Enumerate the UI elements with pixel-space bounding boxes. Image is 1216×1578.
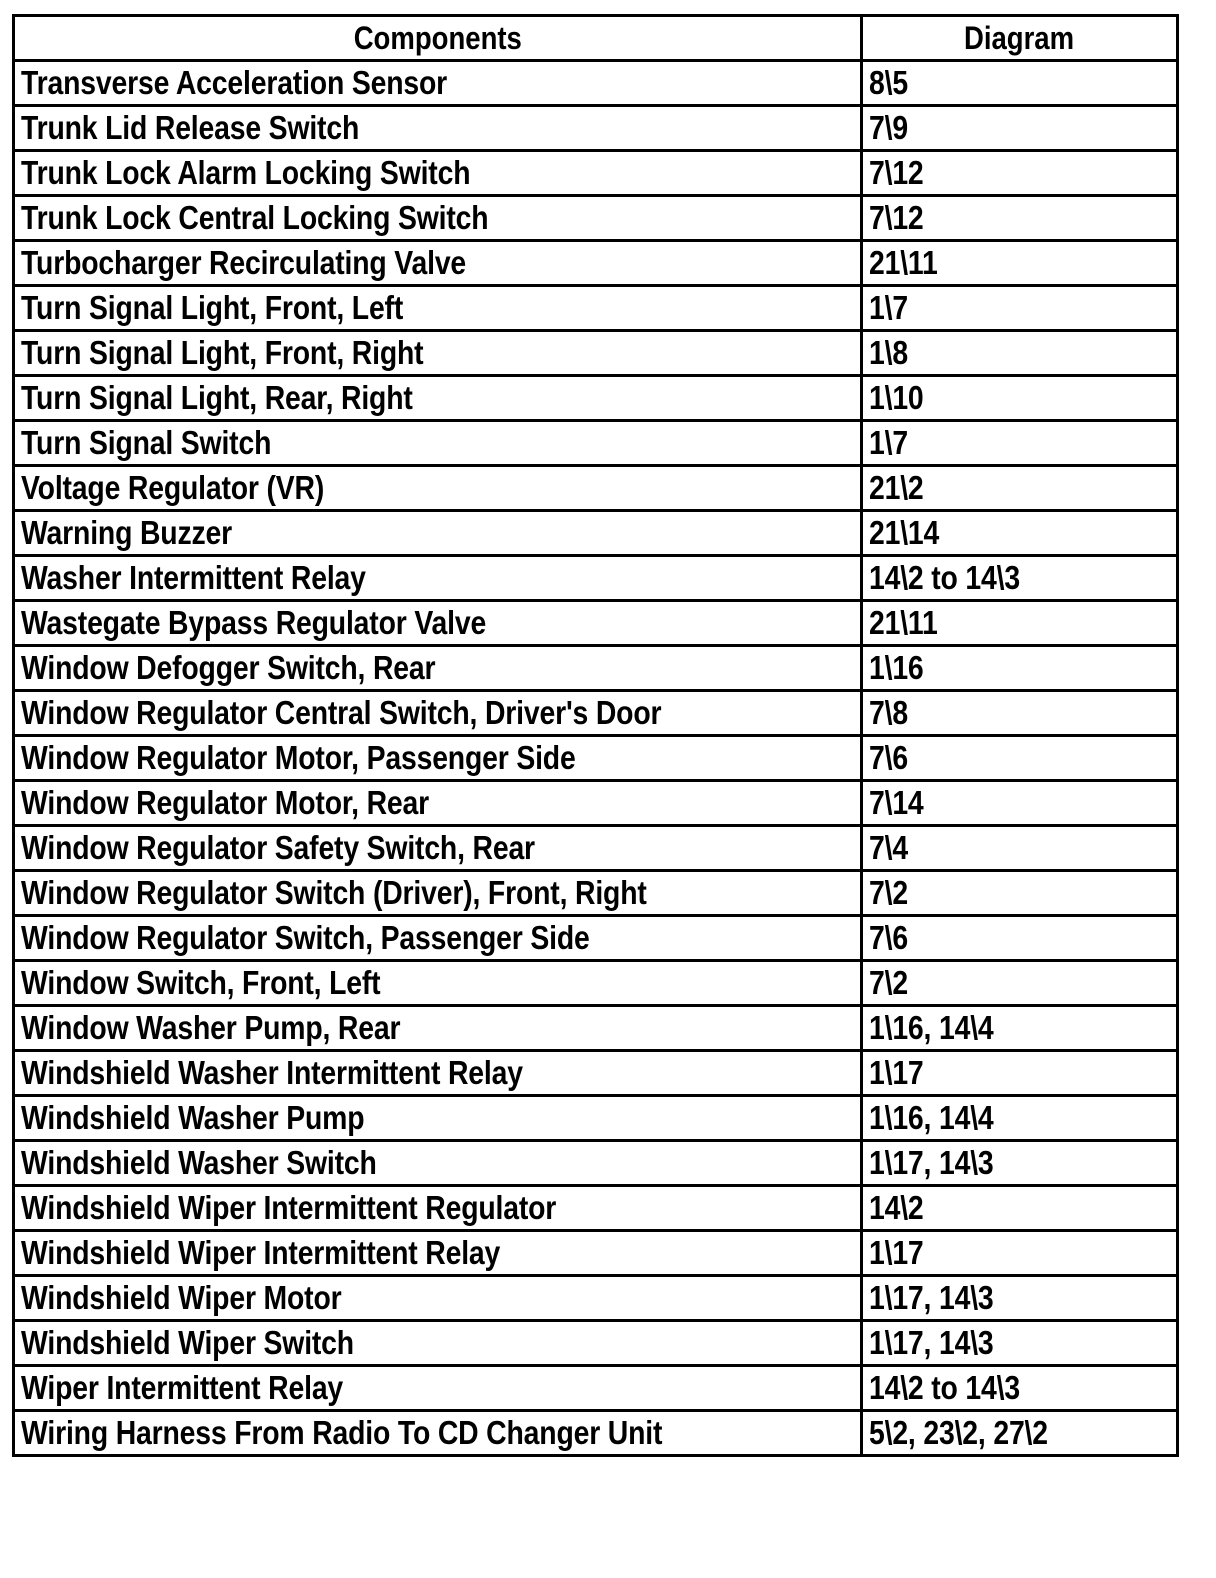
table-row — [14, 106, 1178, 151]
component-name: Window Washer Pump, Rear — [21, 1009, 401, 1046]
component-name: Window Regulator Safety Switch, Rear — [21, 829, 535, 866]
table-row — [14, 196, 1178, 241]
diagram-reference: 1\16, 14\4 — [869, 1009, 994, 1046]
table-row — [14, 1411, 1178, 1456]
component-name: Window Regulator Motor, Rear — [21, 784, 430, 821]
table-row — [14, 286, 1178, 331]
component-name: Windshield Wiper Intermittent Regulator — [21, 1189, 557, 1226]
diagram-reference: 7\12 — [869, 199, 924, 236]
component-cell — [14, 916, 862, 961]
table-row — [14, 1051, 1178, 1096]
diagram-cell — [862, 421, 1178, 466]
component-name: Window Regulator Central Switch, Driver's Door — [21, 694, 662, 731]
component-name: Wiper Intermittent Relay — [21, 1369, 344, 1406]
header-diagram-label: Diagram — [964, 20, 1075, 56]
table-row — [14, 691, 1178, 736]
diagram-cell — [862, 1141, 1178, 1186]
component-name: Washer Intermittent Relay — [21, 559, 366, 596]
component-cell — [14, 421, 862, 466]
component-name: Windshield Wiper Switch — [21, 1324, 354, 1361]
table-row — [14, 601, 1178, 646]
header-row — [14, 16, 1178, 61]
component-diagram-table — [12, 14, 1179, 1457]
diagram-cell — [862, 781, 1178, 826]
diagram-reference: 7\2 — [869, 964, 908, 1001]
diagram-reference: 21\11 — [869, 244, 938, 281]
component-name: Wastegate Bypass Regulator Valve — [21, 604, 487, 641]
table-row — [14, 1006, 1178, 1051]
component-cell — [14, 1366, 862, 1411]
component-name: Windshield Washer Intermittent Relay — [21, 1054, 523, 1091]
diagram-reference: 1\17, 14\3 — [869, 1279, 994, 1316]
diagram-cell — [862, 286, 1178, 331]
diagram-cell — [862, 556, 1178, 601]
diagram-cell — [862, 826, 1178, 871]
component-cell — [14, 286, 862, 331]
diagram-cell — [862, 511, 1178, 556]
component-name: Turn Signal Light, Rear, Right — [21, 379, 413, 416]
diagram-reference: 1\17, 14\3 — [869, 1324, 994, 1361]
diagram-cell — [862, 1276, 1178, 1321]
component-cell — [14, 331, 862, 376]
component-cell — [14, 1186, 862, 1231]
component-cell — [14, 691, 862, 736]
component-name: Turn Signal Switch — [21, 424, 272, 461]
component-name: Transverse Acceleration Sensor — [21, 64, 448, 101]
component-cell — [14, 466, 862, 511]
diagram-cell — [862, 331, 1178, 376]
component-name: Turn Signal Light, Front, Right — [21, 334, 424, 371]
table-row — [14, 421, 1178, 466]
component-cell — [14, 151, 862, 196]
table-row — [14, 1096, 1178, 1141]
diagram-reference: 7\9 — [869, 109, 908, 146]
component-cell — [14, 196, 862, 241]
table-row — [14, 376, 1178, 421]
header-components-label: Components — [353, 20, 522, 56]
component-cell — [14, 826, 862, 871]
component-name: Turbocharger Recirculating Valve — [21, 244, 467, 281]
diagram-cell — [862, 1231, 1178, 1276]
component-name: Window Regulator Switch (Driver), Front, Right — [21, 874, 647, 911]
diagram-reference: 14\2 to 14\3 — [869, 559, 1020, 596]
table-row — [14, 736, 1178, 781]
component-cell — [14, 1096, 862, 1141]
diagram-reference: 14\2 — [869, 1189, 924, 1226]
diagram-cell — [862, 961, 1178, 1006]
diagram-reference: 21\11 — [869, 604, 938, 641]
diagram-reference: 7\2 — [869, 874, 908, 911]
diagram-reference: 7\6 — [869, 739, 908, 776]
diagram-cell — [862, 646, 1178, 691]
component-name: Turn Signal Light, Front, Left — [21, 289, 404, 326]
diagram-reference: 1\16 — [869, 649, 924, 686]
diagram-reference: 7\4 — [869, 829, 908, 866]
table-row — [14, 466, 1178, 511]
component-name: Voltage Regulator (VR) — [21, 469, 325, 506]
diagram-reference: 7\6 — [869, 919, 908, 956]
diagram-cell — [862, 61, 1178, 106]
component-cell — [14, 106, 862, 151]
diagram-cell — [862, 736, 1178, 781]
component-cell — [14, 1141, 862, 1186]
component-cell — [14, 1276, 862, 1321]
component-cell — [14, 61, 862, 106]
diagram-cell — [862, 151, 1178, 196]
table-row — [14, 646, 1178, 691]
diagram-reference: 5\2, 23\2, 27\2 — [869, 1414, 1048, 1451]
component-cell — [14, 1231, 862, 1276]
component-name: Trunk Lid Release Switch — [21, 109, 360, 146]
diagram-cell — [862, 106, 1178, 151]
component-name: Window Switch, Front, Left — [21, 964, 381, 1001]
component-cell — [14, 646, 862, 691]
component-name: Window Defogger Switch, Rear — [21, 649, 436, 686]
diagram-cell — [862, 1006, 1178, 1051]
component-cell — [14, 1051, 862, 1096]
component-name: Trunk Lock Alarm Locking Switch — [21, 154, 471, 191]
component-cell — [14, 1411, 862, 1456]
component-name: Window Regulator Switch, Passenger Side — [21, 919, 590, 956]
component-cell — [14, 871, 862, 916]
diagram-cell — [862, 1096, 1178, 1141]
diagram-reference: 21\14 — [869, 514, 940, 551]
diagram-cell — [862, 196, 1178, 241]
component-cell — [14, 556, 862, 601]
diagram-cell — [862, 1186, 1178, 1231]
diagram-cell — [862, 1321, 1178, 1366]
diagram-reference: 7\8 — [869, 694, 908, 731]
component-cell — [14, 511, 862, 556]
diagram-cell — [862, 601, 1178, 646]
diagram-cell — [862, 871, 1178, 916]
header-diagram — [862, 16, 1178, 61]
diagram-reference: 7\14 — [869, 784, 924, 821]
diagram-cell — [862, 466, 1178, 511]
table-row — [14, 1321, 1178, 1366]
diagram-cell — [862, 916, 1178, 961]
table-row — [14, 916, 1178, 961]
component-cell — [14, 241, 862, 286]
table-row — [14, 781, 1178, 826]
diagram-reference: 1\17 — [869, 1234, 924, 1271]
component-name: Wiring Harness From Radio To CD Changer Unit — [21, 1414, 663, 1451]
component-name: Windshield Washer Pump — [21, 1099, 365, 1136]
table-row — [14, 556, 1178, 601]
table-row — [14, 1276, 1178, 1321]
table-row — [14, 1141, 1178, 1186]
component-cell — [14, 961, 862, 1006]
component-name: Windshield Washer Switch — [21, 1144, 377, 1181]
diagram-reference: 8\5 — [869, 64, 908, 101]
document-page — [12, 14, 1176, 1457]
diagram-cell — [862, 691, 1178, 736]
diagram-cell — [862, 1051, 1178, 1096]
diagram-reference: 1\8 — [869, 334, 908, 371]
component-name: Warning Buzzer — [21, 514, 232, 551]
component-cell — [14, 1321, 862, 1366]
component-cell — [14, 781, 862, 826]
diagram-reference: 1\7 — [869, 289, 908, 326]
component-name: Windshield Wiper Intermittent Relay — [21, 1234, 501, 1271]
diagram-reference: 7\12 — [869, 154, 924, 191]
header-components — [14, 16, 862, 61]
table-row — [14, 871, 1178, 916]
component-name: Windshield Wiper Motor — [21, 1279, 342, 1316]
table-body — [14, 61, 1178, 1456]
diagram-reference: 1\17 — [869, 1054, 924, 1091]
diagram-cell — [862, 376, 1178, 421]
component-cell — [14, 376, 862, 421]
component-name: Window Regulator Motor, Passenger Side — [21, 739, 576, 776]
diagram-reference: 1\10 — [869, 379, 924, 416]
table-row — [14, 61, 1178, 106]
diagram-reference: 1\17, 14\3 — [869, 1144, 994, 1181]
diagram-reference: 14\2 to 14\3 — [869, 1369, 1020, 1406]
diagram-cell — [862, 1411, 1178, 1456]
diagram-cell — [862, 1366, 1178, 1411]
table-row — [14, 151, 1178, 196]
table-row — [14, 511, 1178, 556]
table-row — [14, 1186, 1178, 1231]
table-row — [14, 826, 1178, 871]
diagram-reference: 1\7 — [869, 424, 908, 461]
table-row — [14, 961, 1178, 1006]
component-cell — [14, 1006, 862, 1051]
table-row — [14, 1366, 1178, 1411]
diagram-reference: 21\2 — [869, 469, 924, 506]
diagram-reference: 1\16, 14\4 — [869, 1099, 994, 1136]
component-name: Trunk Lock Central Locking Switch — [21, 199, 489, 236]
table-row — [14, 241, 1178, 286]
diagram-cell — [862, 241, 1178, 286]
table-row — [14, 1231, 1178, 1276]
table-row — [14, 331, 1178, 376]
component-cell — [14, 601, 862, 646]
component-cell — [14, 736, 862, 781]
